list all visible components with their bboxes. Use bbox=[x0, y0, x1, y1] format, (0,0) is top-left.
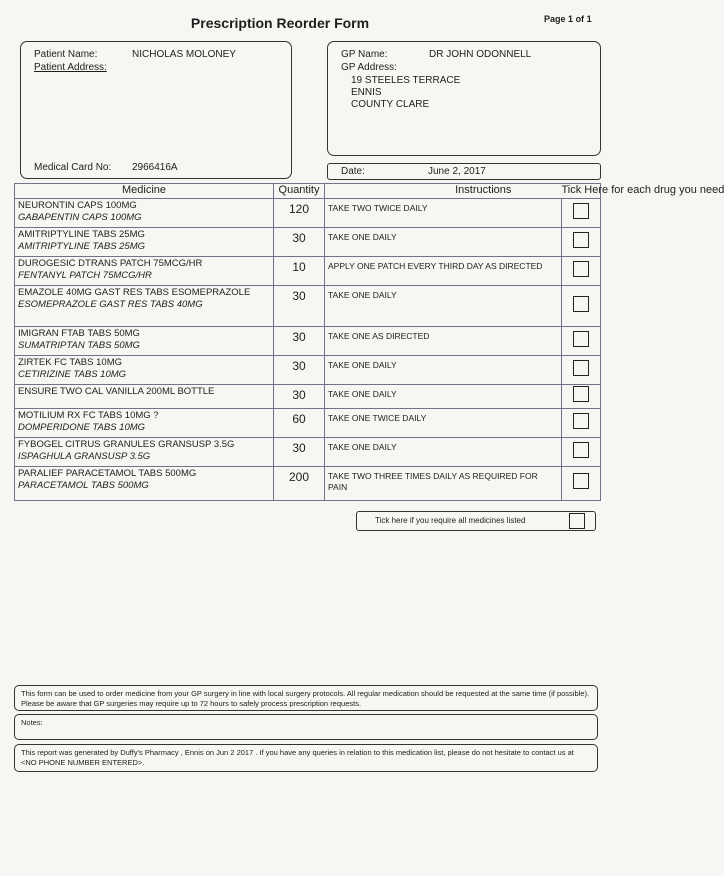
medicine-cell bbox=[15, 286, 274, 327]
medicine-cell bbox=[15, 257, 274, 286]
medicine-table bbox=[14, 183, 724, 501]
notes-label: Notes: bbox=[21, 718, 43, 727]
medicine-checkbox[interactable] bbox=[573, 360, 589, 376]
medicine-brand-name: PARALIEF PARACETAMOL TABS 500MG bbox=[18, 468, 197, 479]
patient-address-label: Patient Address: bbox=[34, 62, 107, 73]
medicine-row bbox=[15, 356, 601, 385]
medicine-row bbox=[15, 257, 601, 286]
notes-box[interactable] bbox=[14, 714, 598, 740]
quantity-header: Quantity bbox=[274, 184, 325, 199]
medicine-row bbox=[15, 286, 601, 327]
medicine-generic-name: FENTANYL PATCH 75MCG/HR bbox=[18, 270, 152, 281]
report-text: This report was generated by Duffy's Pharmacy , Ennis on Jun 2 2017 . If you have any queries in relation to this medication list, please do not hesitate to contact us at <NO PHONE NUMBER ENTERED>. bbox=[21, 748, 574, 767]
medicine-brand-name: MOTILIUM RX FC TABS 10MG ? bbox=[18, 410, 159, 421]
medicine-row bbox=[15, 327, 601, 356]
info-text: This form can be used to order medicine from your GP surgery in line with local surgery protocols. All regular medication should be requested at the same time (if possible). Please be aware that GP surgeries may require up to 72 hours to safely process prescription requests. bbox=[21, 689, 590, 708]
medicine-generic-name: ESOMEPRAZOLE GAST RES TABS 40MG bbox=[18, 299, 203, 310]
medicine-brand-name: DUROGESIC DTRANS PATCH 75MCG/HR bbox=[18, 258, 203, 269]
medicine-checkbox[interactable] bbox=[573, 232, 589, 248]
medicine-checkbox[interactable] bbox=[573, 296, 589, 312]
quantity-cell: 30 bbox=[274, 385, 325, 409]
gp-address-line-2: ENNIS bbox=[351, 87, 382, 98]
gp-name-label: GP Name: bbox=[341, 49, 388, 60]
medicine-row bbox=[15, 228, 601, 257]
page-label: Page bbox=[544, 14, 566, 24]
page-number: 1 bbox=[568, 14, 574, 24]
instructions-cell: TAKE TWO THREE TIMES DAILY AS REQUIRED FOR PAIN bbox=[325, 467, 562, 501]
medicine-cell bbox=[15, 228, 274, 257]
medicine-checkbox[interactable] bbox=[573, 203, 589, 219]
medicine-checkbox[interactable] bbox=[573, 331, 589, 347]
instructions-header: Instructions bbox=[325, 184, 562, 199]
medicine-brand-name: AMITRIPTYLINE TABS 25MG bbox=[18, 229, 145, 240]
page-of-label: of bbox=[575, 14, 585, 24]
quantity-cell: 30 bbox=[274, 286, 325, 327]
medicine-cell bbox=[15, 409, 274, 438]
all-medicines-label: Tick here if you require all medicines listed bbox=[375, 516, 526, 525]
medicine-brand-name: EMAZOLE 40MG GAST RES TABS ESOMEPRAZOLE bbox=[18, 287, 251, 298]
gp-address-line-1: 19 STEELES TERRACE bbox=[351, 75, 461, 86]
medicine-cell bbox=[15, 327, 274, 356]
quantity-cell: 30 bbox=[274, 438, 325, 467]
info-box bbox=[14, 685, 598, 711]
report-box bbox=[14, 744, 598, 772]
medical-card-number: 2966416A bbox=[132, 162, 178, 173]
medicine-generic-name: GABAPENTIN CAPS 100MG bbox=[18, 212, 142, 223]
medicine-generic-name: SUMATRIPTAN TABS 50MG bbox=[18, 340, 140, 351]
quantity-cell: 60 bbox=[274, 409, 325, 438]
tick-cell bbox=[562, 228, 601, 257]
quantity-cell: 120 bbox=[274, 199, 325, 228]
medicine-cell bbox=[15, 467, 274, 501]
medicine-cell bbox=[15, 438, 274, 467]
medicine-brand-name: NEURONTIN CAPS 100MG bbox=[18, 200, 137, 211]
medicine-generic-name: ISPAGHULA GRANSUSP 3.5G bbox=[18, 451, 151, 462]
medicine-row bbox=[15, 409, 601, 438]
tick-cell bbox=[562, 438, 601, 467]
tick-cell bbox=[562, 356, 601, 385]
medical-card-label: Medical Card No: bbox=[34, 162, 112, 173]
medicine-brand-name: ZIRTEK FC TABS 10MG bbox=[18, 357, 122, 368]
instructions-cell: TAKE TWO TWICE DAILY bbox=[325, 199, 562, 228]
medicine-row bbox=[15, 438, 601, 467]
page-indicator bbox=[544, 14, 592, 24]
quantity-cell: 30 bbox=[274, 356, 325, 385]
tick-cell bbox=[562, 385, 601, 409]
medicine-brand-name: IMIGRAN FTAB TABS 50MG bbox=[18, 328, 140, 339]
medicine-checkbox[interactable] bbox=[573, 413, 589, 429]
gp-address-label: GP Address: bbox=[341, 62, 397, 73]
medicine-header: Medicine bbox=[15, 184, 274, 199]
instructions-cell: TAKE ONE DAILY bbox=[325, 385, 562, 409]
tick-cell bbox=[562, 467, 601, 501]
medicine-checkbox[interactable] bbox=[573, 386, 589, 402]
gp-name: DR JOHN ODONNELL bbox=[429, 49, 532, 60]
medicine-cell bbox=[15, 356, 274, 385]
tick-cell bbox=[562, 409, 601, 438]
medicine-generic-name: PARACETAMOL TABS 500MG bbox=[18, 480, 149, 491]
date-box bbox=[327, 163, 601, 180]
all-medicines-checkbox[interactable] bbox=[569, 513, 585, 529]
instructions-cell: TAKE ONE DAILY bbox=[325, 438, 562, 467]
medicine-cell bbox=[15, 385, 274, 409]
medicine-row bbox=[15, 467, 601, 501]
tick-cell bbox=[562, 286, 601, 327]
patient-details-box bbox=[20, 41, 292, 179]
date-label: Date: bbox=[341, 166, 365, 177]
medicine-checkbox[interactable] bbox=[573, 442, 589, 458]
tick-cell bbox=[562, 199, 601, 228]
instructions-cell: TAKE ONE DAILY bbox=[325, 356, 562, 385]
gp-details-box bbox=[327, 41, 601, 156]
medicine-checkbox[interactable] bbox=[573, 261, 589, 277]
tick-header: Tick Here for each drug you need bbox=[562, 184, 601, 199]
medicine-cell bbox=[15, 199, 274, 228]
quantity-cell: 30 bbox=[274, 327, 325, 356]
medicine-row bbox=[15, 385, 601, 409]
medicine-row bbox=[15, 199, 601, 228]
medicine-generic-name: DOMPERIDONE TABS 10MG bbox=[18, 422, 146, 433]
instructions-cell: TAKE ONE DAILY bbox=[325, 286, 562, 327]
patient-name: NICHOLAS MOLONEY bbox=[132, 49, 236, 60]
instructions-cell: TAKE ONE AS DIRECTED bbox=[325, 327, 562, 356]
patient-name-label: Patient Name: bbox=[34, 49, 98, 60]
medicine-brand-name: FYBOGEL CITRUS GRANULES GRANSUSP 3.5G bbox=[18, 439, 235, 450]
quantity-cell: 30 bbox=[274, 228, 325, 257]
page-total: 1 bbox=[586, 14, 592, 24]
instructions-cell: TAKE ONE TWICE DAILY bbox=[325, 409, 562, 438]
medicine-generic-name: AMITRIPTYLINE TABS 25MG bbox=[18, 241, 146, 252]
instructions-cell: APPLY ONE PATCH EVERY THIRD DAY AS DIRECTED bbox=[325, 257, 562, 286]
medicine-checkbox[interactable] bbox=[573, 473, 589, 489]
form-title: Prescription Reorder Form bbox=[190, 15, 370, 31]
medicine-brand-name: ENSURE TWO CAL VANILLA 200ML BOTTLE bbox=[18, 386, 215, 397]
tick-cell bbox=[562, 257, 601, 286]
medicine-generic-name: CETIRIZINE TABS 10MG bbox=[18, 369, 127, 380]
date-value: June 2, 2017 bbox=[428, 166, 486, 177]
quantity-cell: 10 bbox=[274, 257, 325, 286]
all-medicines-box bbox=[356, 511, 596, 531]
instructions-cell: TAKE ONE DAILY bbox=[325, 228, 562, 257]
gp-address-line-3: COUNTY CLARE bbox=[351, 99, 430, 110]
tick-cell bbox=[562, 327, 601, 356]
quantity-cell: 200 bbox=[274, 467, 325, 501]
